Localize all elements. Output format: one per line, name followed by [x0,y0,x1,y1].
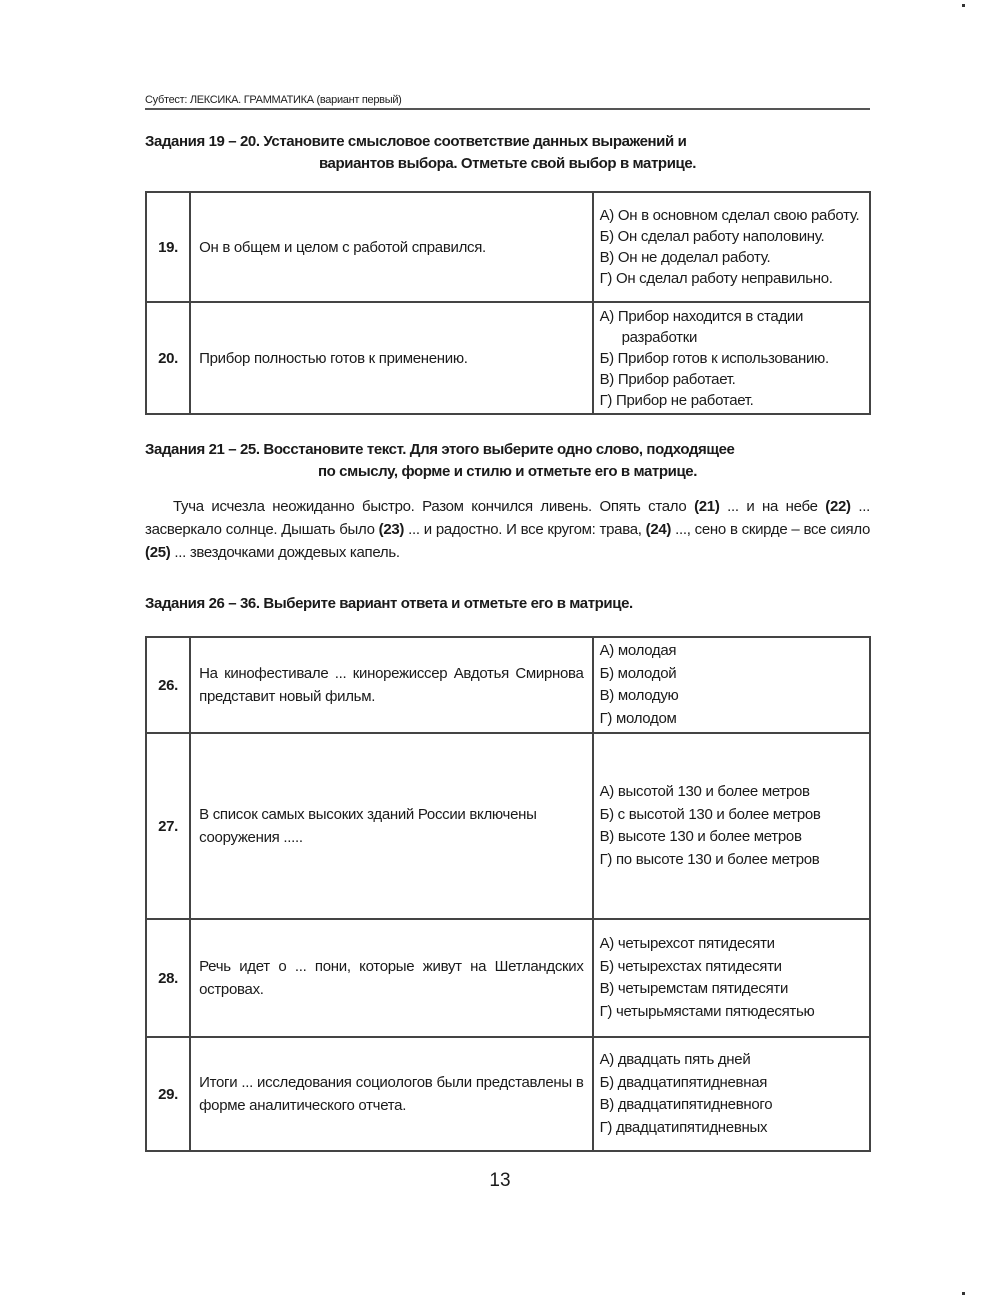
table-row [146,192,870,302]
option-v: В) молодую [599,687,679,704]
crop-mark-bottom [962,1292,965,1295]
passage-text: ... засверкало солнце. Дышать было [145,498,870,538]
gap-marker-23: (23) [378,521,405,538]
heading-line-2: по смыслу, форме и стилю и отметьте его в матрице. [317,463,697,480]
option-v: В) двадцатипятидневного [599,1096,773,1113]
option-g: Г) двадцатипятидневных [599,1118,768,1136]
heading-line-1: Задания 21 – 25. Восстановите текст. Для этого выберите одно слово, подходящее [145,441,735,458]
answer-options [593,302,870,414]
option-g: Г) Прибор не работает. [599,391,754,409]
option-a: А) молодая [599,642,677,659]
table-row [146,1037,870,1151]
questions-table-26-29 [145,636,871,1152]
cloze-passage [145,495,870,564]
question-text: Он в общем и целом с работой справился. [190,192,592,302]
option-b: Б) с высотой 130 и более метров [599,805,821,823]
passage-text: ... и на небе [719,498,826,515]
question-text: Прибор полностью готов к применению. [190,302,592,414]
section-heading-26-36: Задания 26 – 36. Выберите вариант ответа и отметьте его в матрице. [145,595,633,612]
option-a: А) четырехсот пятидесяти [599,935,775,952]
option-v: В) четыремстам пятидесяти [599,980,789,997]
option-b: Б) Он сделал работу наполовину. [599,228,825,245]
running-head: Субтест: ЛЕКСИКА. ГРАММАТИКА (вариант первый) [145,94,870,110]
option-v: В) Прибор работает. [599,370,736,388]
option-v: В) Он не доделал работу. [599,249,771,266]
option-a: А) Он в основном сделал свою работу. [599,207,860,224]
answer-options [593,733,870,919]
option-b: Б) Прибор готов к использованию. [599,349,829,367]
matching-table-19-20 [145,191,871,415]
gap-marker-21: (21) [694,498,720,515]
page-number: 13 [489,1170,511,1191]
question-text: Итоги ... исследования социологов были представлены в форме аналитического отчета. [190,1037,592,1151]
section-heading-19-20 [145,131,870,175]
question-number: 20. [146,302,190,414]
option-b: Б) молодой [599,664,677,682]
passage-text: Туча исчезла неожиданно быстро. Разом кончился ливень. Опять стало [173,498,695,515]
option-b: Б) четырехстах пятидесяти [599,957,782,975]
passage-text: ..., сено в скирде – все сияло [671,521,870,538]
option-a: А) двадцать пять дней [599,1051,751,1068]
question-text: Речь идет о ... пони, которые живут на Шетландских островах. [190,919,592,1037]
table-row [146,919,870,1037]
heading-line-1: Задания 19 – 20. Установите смысловое соответствие данных выражений и [145,133,687,150]
question-number: 19. [146,192,190,302]
option-g: Г) молодом [599,709,677,727]
gap-marker-25: (25) [145,544,171,561]
question-number: 26. [146,637,190,733]
option-b: Б) двадцатипятидневная [599,1073,768,1091]
question-number: 29. [146,1037,190,1151]
option-v: В) высоте 130 и более метров [599,828,802,845]
answer-options [593,192,870,302]
section-heading-21-25 [145,439,870,483]
gap-marker-22: (22) [825,498,851,515]
passage-text: ... и радостно. И все кругом: трава, [404,521,646,538]
option-a: А) Прибор находится в стадии разработки [599,307,804,346]
question-text: В список самых высоких зданий России включены сооружения ..... [190,733,592,919]
question-number: 28. [146,919,190,1037]
crop-mark-top [962,4,965,7]
gap-marker-24: (24) [645,521,672,538]
table-row [146,637,870,733]
option-g: Г) Он сделал работу неправильно. [599,270,833,287]
question-text: На кинофестивале ... кинорежиссер Авдотья Смирнова представит новый фильм. [190,637,592,733]
option-a: А) высотой 130 и более метров [599,783,810,800]
answer-options [593,637,870,733]
answer-options [593,919,870,1037]
option-g: Г) по высоте 130 и более метров [599,850,820,868]
question-number: 27. [146,733,190,919]
table-row [146,302,870,414]
table-row [146,733,870,919]
heading-line-2: вариантов выбора. Отметьте свой выбор в матрице. [318,155,697,172]
answer-options [593,1037,870,1151]
option-g: Г) четырьмястами пятюдесятью [599,1002,815,1020]
passage-text: ... звездочками дождевых капель. [170,544,400,561]
